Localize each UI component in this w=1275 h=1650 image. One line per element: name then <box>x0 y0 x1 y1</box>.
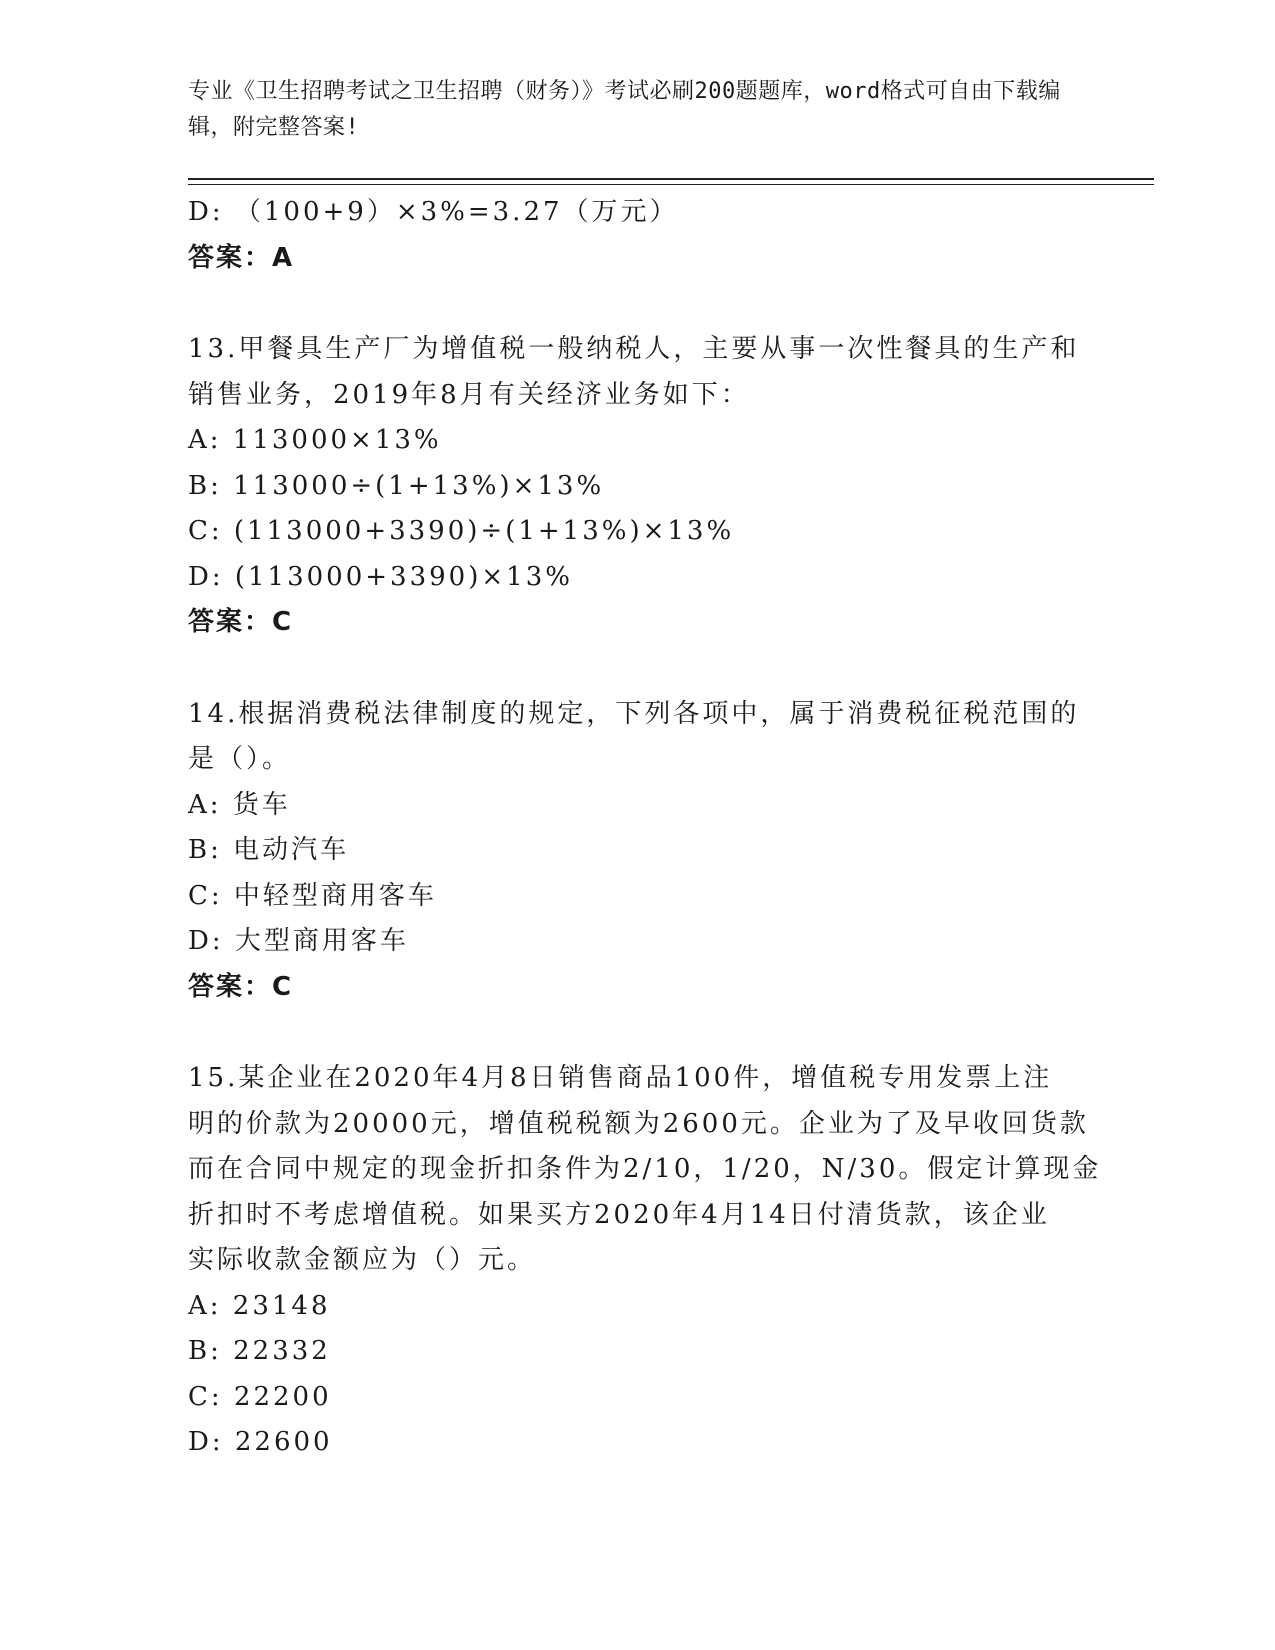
question-14 <box>188 692 1088 1011</box>
question-14-option-a: A: 货车 <box>188 789 291 820</box>
question-15-option-d: D: 22600 <box>188 1427 333 1457</box>
question-14-stem-line-1: 14.根据消费税法律制度的规定，下列各项中，属于消费税征税范围的 <box>188 698 1080 729</box>
question-13-answer: 答案：C <box>188 607 294 637</box>
question-15-stem-line-4: 折扣时不考虑增值税。如果买方2020年4月14日付清货款，该企业 <box>188 1199 1050 1230</box>
question-14-answer: 答案：C <box>188 971 294 1002</box>
question-content <box>188 190 1102 1466</box>
prev-answer: 答案：A <box>188 242 295 273</box>
question-13-option-a: A: 113000×13% <box>188 425 442 455</box>
question-13-stem-line-1: 13.甲餐具生产厂为增值税一般纳税人，主要从事一次性餐具的生产和 <box>188 334 1080 364</box>
question-15-stem-line-3: 而在合同中规定的现金折扣条件为2/10，1/20，N/30。假定计算现金 <box>188 1154 1102 1184</box>
question-15-stem-line-5: 实际收款金额应为（）元。 <box>188 1245 537 1275</box>
question-14-option-d: D: 大型商用客车 <box>188 926 409 956</box>
question-13-option-d: D: (113000+3390)×13% <box>188 561 573 592</box>
question-13-stem-line-2: 销售业务，2019年8月有关经济业务如下： <box>188 379 750 410</box>
header-divider-thin <box>188 184 1154 185</box>
question-13-option-c: C: (113000+3390)÷(1+13%)×13% <box>188 516 735 546</box>
question-15-option-c: C: 22200 <box>188 1381 332 1412</box>
question-15-stem-line-1: 15.某企业在2020年4月8日销售商品100件，增值税专用发票上注 <box>188 1063 1053 1093</box>
document-header: 专业《卫生招聘考试之卫生招聘（财务）》考试必刷200题题库，word格式可自由下载编辑，附完整答案! <box>188 79 1061 140</box>
question-15-option-a: A: 23148 <box>188 1290 331 1321</box>
question-13 <box>188 327 1088 646</box>
question-15-option-b: B: 22332 <box>188 1336 331 1366</box>
question-14-stem-line-2: 是（）。 <box>188 744 292 774</box>
prev-option-d: D: （100+9）×3%=3.27（万元） <box>188 197 679 227</box>
question-15 <box>188 1056 1102 1466</box>
question-13-option-b: B: 113000÷(1+13%)×13% <box>188 470 605 501</box>
question-14-option-c: C: 中轻型商用客车 <box>188 880 437 911</box>
question-14-option-b: B: 电动汽车 <box>188 835 350 865</box>
header-divider-thick <box>188 178 1154 180</box>
question-15-stem-line-2: 明的价款为20000元，增值税税额为2600元。企业为了及早收回货款 <box>188 1108 1089 1139</box>
